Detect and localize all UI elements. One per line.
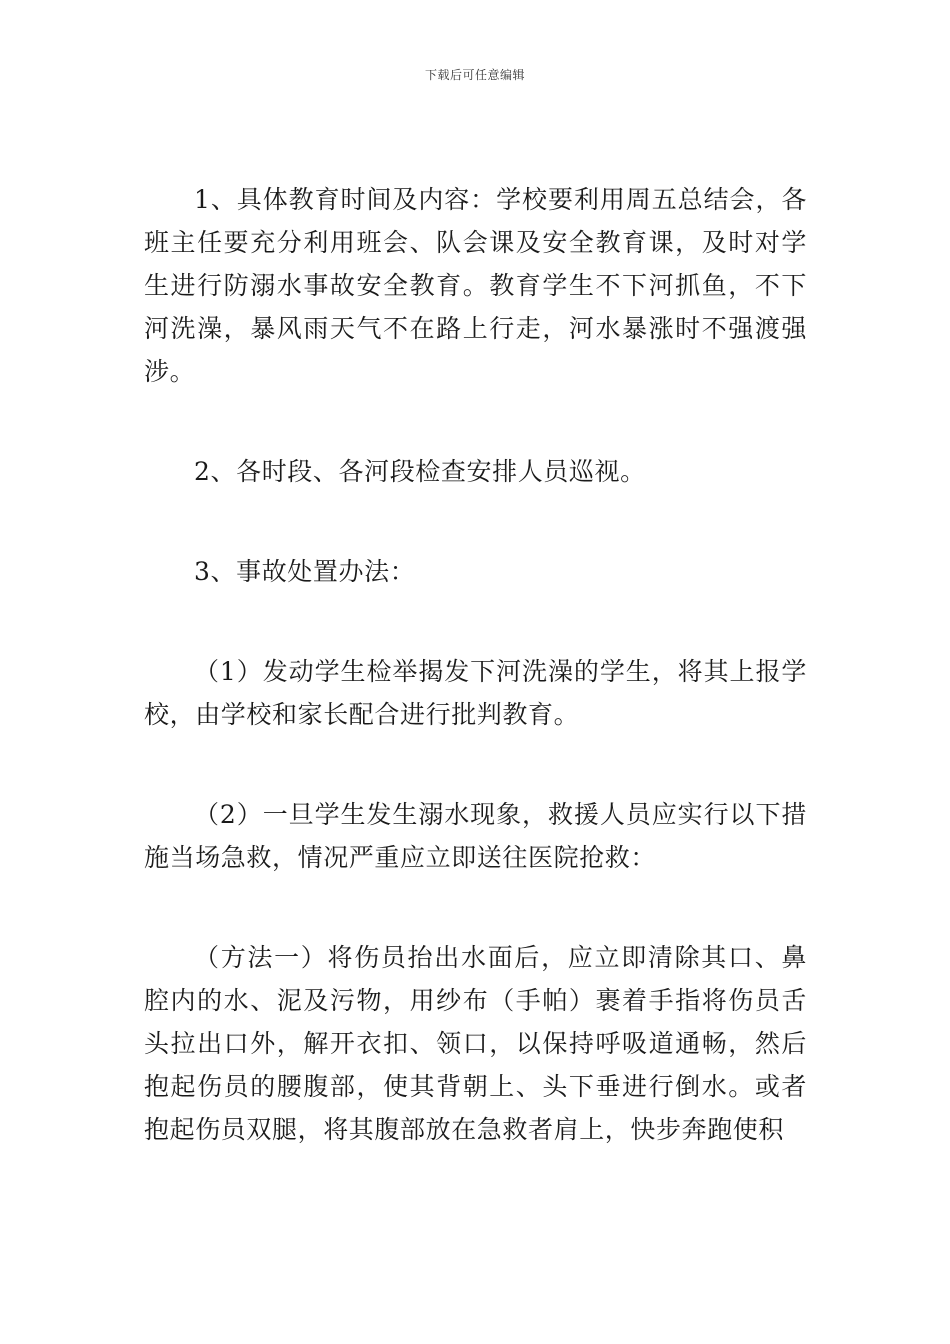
document-body [144,178,807,1151]
paragraph-item-1: （1）发动学生检举揭发下河洗澡的学生，将其上报学校，由学校和家长配合进行批判教育。 [144,657,807,729]
paragraph-handling-heading: 3、事故处置办法： [194,557,416,586]
paragraph-gap [144,393,807,450]
paragraph-gap [144,593,807,650]
paragraph-patrol: 2、各时段、各河段检查安排人员巡视。 [194,457,646,486]
paragraph-item-2: （2）一旦学生发生溺水现象，救援人员应实行以下措施当场急救，情况严重应立即送往医院抢救： [144,800,807,872]
paragraph-method-1: （方法一）将伤员抬出水面后，应立即清除其口、鼻腔内的水、泥及污物，用纱布（手帕）裹着手指将伤员舌头拉出口外，解开衣扣、领口，以保持呼吸道通畅，然后抱起伤员的腰腹部，使其背朝上、头下垂进行倒水。或者抱起伤员双腿，将其腹部放在急救者肩上，快步奔跑使积 [144,943,807,1144]
paragraph-gap [144,879,807,936]
paragraph-education-time: 1、具体教育时间及内容：学校要利用周五总结会，各班主任要充分利用班会、队会课及安全教育课，及时对学生进行防溺水事故安全教育。教育学生不下河抓鱼，不下河洗澡，暴风雨天气不在路上行走，河水暴涨时不强渡强涉。 [144,185,807,386]
paragraph-gap [144,493,807,550]
paragraph-gap [144,736,807,793]
page-header: 下载后可任意编辑 [424,68,525,82]
